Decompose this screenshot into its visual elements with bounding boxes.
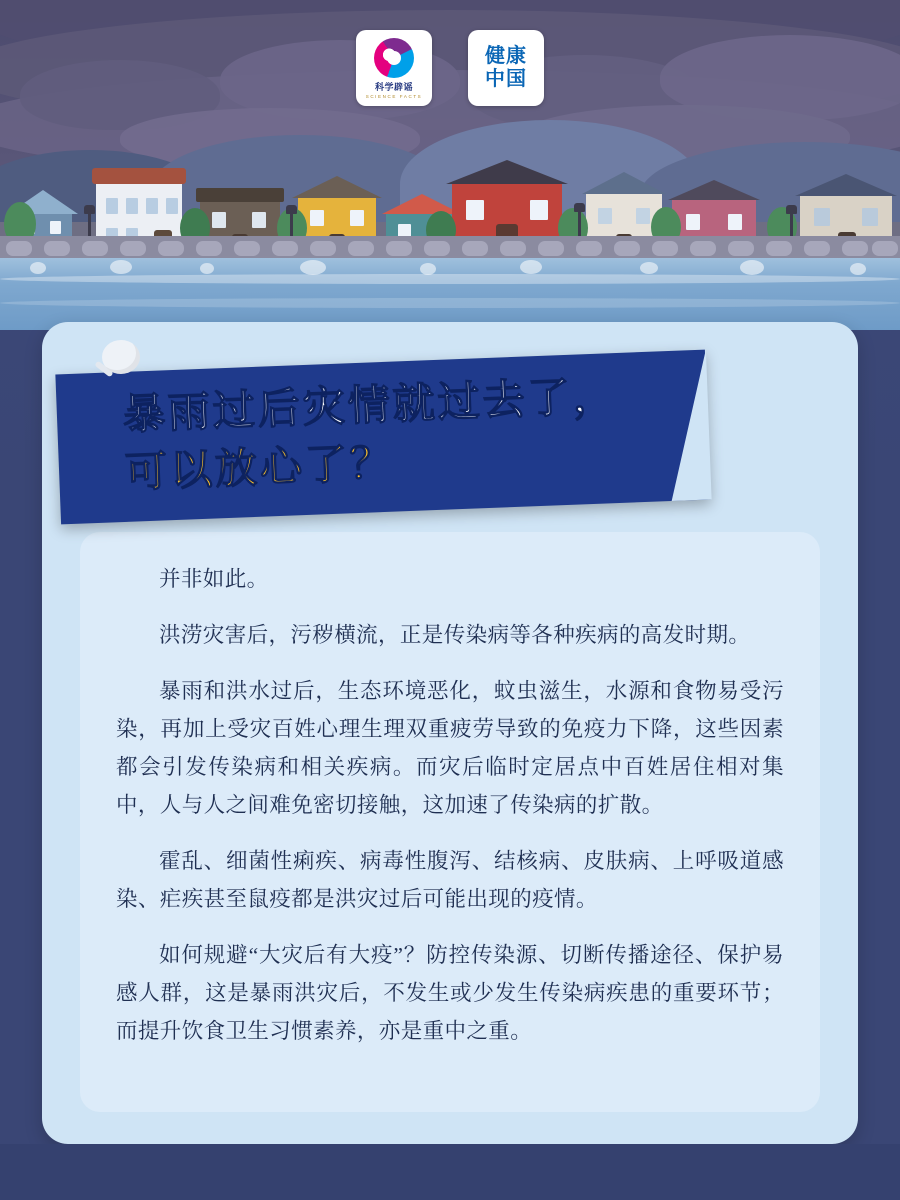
stone xyxy=(234,241,260,256)
house-window xyxy=(212,212,226,228)
science-facts-logo-subtext: SCIENCE FACTS xyxy=(365,93,423,99)
title-banner xyxy=(55,350,710,525)
stone xyxy=(158,241,184,256)
pushpin-head xyxy=(102,340,140,374)
house-roof xyxy=(795,174,897,196)
stone xyxy=(500,241,526,256)
stone xyxy=(728,241,754,256)
article-body xyxy=(116,560,784,1068)
water-wave xyxy=(0,274,900,284)
stone xyxy=(82,241,108,256)
house-window xyxy=(686,214,700,230)
stone xyxy=(576,241,602,256)
paragraph: 霍乱、细菌性痢疾、病毒性腹泻、结核病、皮肤病、上呼吸道感染、疟疾甚至鼠疫都是洪灾过后可能出现的疫情。 xyxy=(116,849,784,911)
water-wave xyxy=(0,298,900,308)
water-bubble xyxy=(640,262,658,274)
stone xyxy=(272,241,298,256)
floodwater xyxy=(0,258,900,330)
paragraph: 洪涝灾害后，污秽横流，正是传染病等各种疾病的高发时期。 xyxy=(159,623,751,647)
healthy-china-line2: 中国 xyxy=(485,68,527,90)
house-window xyxy=(530,200,548,220)
stone xyxy=(462,241,488,256)
stone xyxy=(538,241,564,256)
stone xyxy=(872,241,898,256)
stone xyxy=(652,241,678,256)
house-roof xyxy=(668,180,760,200)
title-line-1: 暴雨过后灾情就过去了， xyxy=(122,371,619,438)
title-banner-text xyxy=(122,365,666,502)
stone xyxy=(424,241,450,256)
science-facts-logo xyxy=(356,30,432,106)
house-window xyxy=(728,214,742,230)
stone xyxy=(842,241,868,256)
paragraph: 并非如此。 xyxy=(159,567,269,591)
title-line-2: 可以放心了？ xyxy=(124,438,396,496)
house-window xyxy=(50,221,61,234)
stone xyxy=(44,241,70,256)
water-bubble xyxy=(850,263,866,275)
stone xyxy=(804,241,830,256)
stone xyxy=(6,241,32,256)
stone xyxy=(766,241,792,256)
water-bubble xyxy=(740,260,764,275)
house-roof xyxy=(292,176,382,198)
water-bubble xyxy=(30,262,46,274)
house-window xyxy=(598,208,612,224)
house-window xyxy=(466,200,484,220)
house-window xyxy=(814,208,830,226)
stone xyxy=(120,241,146,256)
house-window xyxy=(166,198,178,214)
healthy-china-logo xyxy=(468,30,544,106)
paragraph: 如何规避“大灾后有大疫”？防控传染源、切断传播途径、保护易感人群，这是暴雨洪灾后，不发生或少发生传染病疾患的重要环节；而提升饮食卫生习惯素养，亦是重中之重。 xyxy=(116,943,784,1043)
stone xyxy=(196,241,222,256)
house-window xyxy=(126,198,138,214)
footer-bar xyxy=(0,1144,900,1200)
house-roof xyxy=(196,188,284,202)
stone xyxy=(386,241,412,256)
house-window xyxy=(106,198,118,214)
house-roof xyxy=(92,168,186,184)
house-window xyxy=(146,198,158,214)
house-window xyxy=(862,208,878,226)
water-bubble xyxy=(520,260,542,274)
healthy-china-line1: 健康 xyxy=(485,45,527,67)
water-bubble xyxy=(110,260,132,274)
house-window xyxy=(252,212,266,228)
content-card xyxy=(42,322,858,1144)
house-roof xyxy=(446,160,568,184)
pushpin-icon xyxy=(94,340,140,386)
spiral-icon xyxy=(374,38,414,78)
text-panel xyxy=(80,532,820,1112)
water-bubble xyxy=(200,263,214,274)
stone xyxy=(614,241,640,256)
logo-row xyxy=(0,30,900,106)
house-window xyxy=(310,210,324,226)
house-window xyxy=(350,210,364,226)
stone xyxy=(310,241,336,256)
water-bubble xyxy=(300,260,326,275)
stone xyxy=(690,241,716,256)
house-roof xyxy=(582,172,666,194)
stone xyxy=(348,241,374,256)
paragraph: 暴雨和洪水过后，生态环境恶化，蚊虫滋生，水源和食物易受污染，再加上受灾百姓心理生理双重疲劳导致的免疫力下降，这些因素都会引发传染病和相关疾病。而灾后临时定居点中百姓居住相对集中，人与人之间难免密切接触，这加速了传染病的扩散。 xyxy=(116,679,784,817)
water-bubble xyxy=(420,263,436,275)
science-facts-logo-text: 科学辟谣 xyxy=(374,81,413,92)
